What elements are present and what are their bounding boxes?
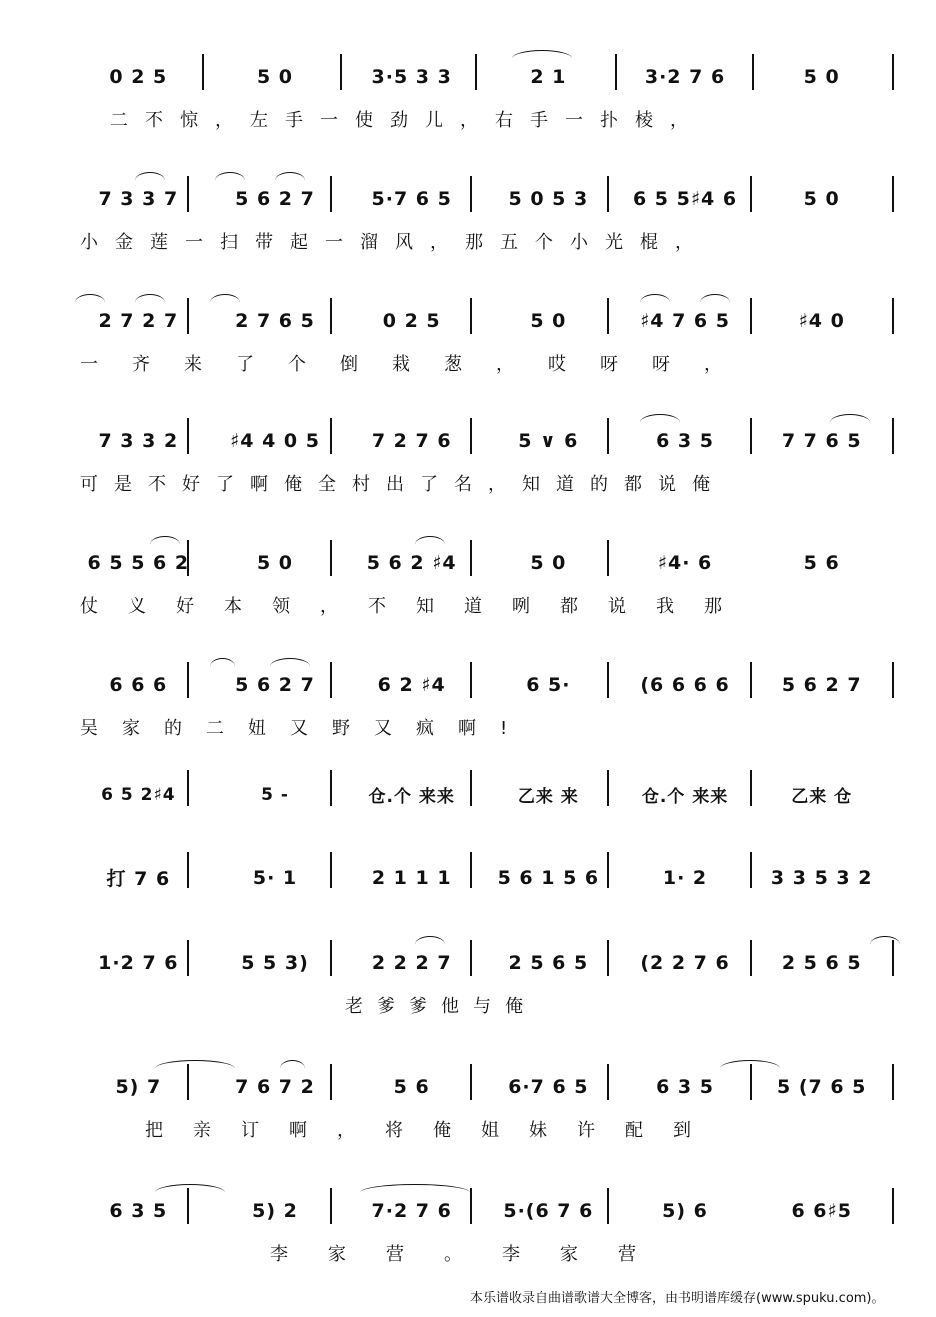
measure: 打 7 6 <box>106 868 171 890</box>
slur-mark <box>415 536 445 553</box>
measure: 5 0 5 3 <box>508 188 589 210</box>
barline <box>892 54 894 90</box>
measure: (2 2 7 6 <box>640 952 730 974</box>
measure: 5 6 <box>393 1076 430 1098</box>
measure: 0 2 5 <box>109 66 168 88</box>
lyrics-line: 李家营。李家营 <box>270 1244 676 1265</box>
notation-line <box>60 414 900 464</box>
slur-mark <box>512 50 572 67</box>
notation-line <box>60 848 900 898</box>
measure: 1·2 7 6 <box>98 952 179 974</box>
notation-line <box>60 1184 900 1234</box>
measure: 6 5 2♯4 <box>101 784 176 805</box>
measure: 仓.个 来来 <box>641 787 729 807</box>
measure: ♯4· 6 <box>657 552 713 574</box>
lyrics-line: 仗义好本领，不知道咧都说我那 <box>80 596 752 617</box>
lyrics-line: 把亲订啊，将俺姐妹许配到 <box>145 1120 721 1141</box>
note-row <box>70 66 890 88</box>
measure: 5 ∨ 6 <box>518 430 579 452</box>
slur-mark <box>280 1060 305 1077</box>
score-system <box>60 50 900 150</box>
measure: 6 6 6 <box>109 674 168 696</box>
measure: 5) 7 <box>115 1076 162 1098</box>
score-system <box>60 936 900 1036</box>
measure: 5·7 6 5 <box>371 188 452 210</box>
measure: 5 0 <box>256 552 294 574</box>
measure: 5 5 3) <box>241 952 309 974</box>
notation-line <box>60 294 900 344</box>
measure: 2 7 2 7 <box>98 310 179 332</box>
measure: 5 0 <box>803 66 840 88</box>
measure: 2 7 6 5 <box>235 310 315 332</box>
slur-mark <box>150 536 180 553</box>
measure: 6 5 5 6 2 <box>87 552 190 574</box>
notation-line <box>60 766 900 816</box>
score-system <box>60 658 900 758</box>
measure: 6 3 5 <box>656 430 714 452</box>
note-row <box>70 952 890 974</box>
measure: 5 0 <box>256 66 294 88</box>
barline <box>892 298 894 334</box>
slur-mark <box>415 936 445 953</box>
slur-mark <box>270 658 310 675</box>
slur-mark <box>700 294 730 311</box>
measure: 5·(6 7 6 <box>503 1200 594 1222</box>
measure: ♯4 4 0 5 <box>230 430 320 452</box>
measure: 乙来 仓 <box>791 787 853 807</box>
measure: 5 (7 6 5 <box>776 1076 867 1098</box>
measure: 7 6 7 2 <box>235 1076 315 1098</box>
slur-mark <box>275 172 305 189</box>
measure: 1· 2 <box>662 866 708 889</box>
notation-line <box>60 936 900 986</box>
notation-line <box>60 50 900 100</box>
note-row <box>70 1200 890 1222</box>
notation-line <box>60 172 900 222</box>
slur-mark <box>640 294 670 311</box>
measure: 6 3 5 <box>109 1200 168 1222</box>
notation-line <box>60 1060 900 1110</box>
source-footer: 本乐谱收录自曲谱歌谱大全博客，由书明谱库缓存(www.spuku.com)。 <box>470 1291 885 1306</box>
measure: 2 5 6 5 <box>781 952 862 974</box>
slur-mark <box>870 936 900 953</box>
score-system <box>60 536 900 636</box>
measure: 7 7 6 5 <box>781 430 862 452</box>
measure: 7 3 3 7 <box>98 188 179 210</box>
measure: 6 6♯5 <box>791 1200 852 1222</box>
note-row <box>70 552 890 574</box>
measure: 5 0 <box>530 552 567 574</box>
slur-mark <box>210 294 240 311</box>
slur-mark <box>155 1184 225 1201</box>
score-system <box>60 848 900 948</box>
measure: 5 6 <box>803 552 840 574</box>
note-row <box>70 674 890 696</box>
measure: 2 5 6 5 <box>508 952 589 974</box>
measure: 乙来 来 <box>517 787 579 807</box>
score-system <box>60 414 900 514</box>
measure: 6 5· <box>526 674 571 696</box>
barline <box>892 418 894 454</box>
measure: 仓.个 来来 <box>368 787 455 807</box>
slur-mark <box>210 658 235 675</box>
notation-line <box>60 658 900 708</box>
slur-mark <box>830 414 870 431</box>
measure: 6 5 5♯4 6 <box>632 188 738 210</box>
slur-mark <box>135 294 165 311</box>
measure: 6·7 6 5 <box>508 1076 589 1098</box>
barline <box>892 1064 894 1100</box>
measure: 6 2 ♯4 <box>377 674 446 696</box>
measure: 5) 2 <box>252 1200 298 1222</box>
measure: 7 3 3 2 <box>98 430 179 452</box>
slur-mark <box>135 172 165 189</box>
measure: 5 6 2 7 <box>235 674 315 696</box>
note-row <box>70 310 890 332</box>
score-system <box>60 1184 900 1284</box>
measure: 5 - <box>261 784 289 805</box>
note-row <box>70 430 890 452</box>
score-system <box>60 1060 900 1160</box>
score-system <box>60 172 900 272</box>
slur-mark <box>75 294 105 311</box>
measure: 2 1 <box>530 66 567 88</box>
notation-line <box>60 536 900 586</box>
barline <box>892 940 894 976</box>
measure: 3·2 7 6 <box>644 66 726 88</box>
note-row <box>70 188 890 210</box>
slur-mark <box>155 1060 235 1077</box>
measure: 3 3 5 3 2 <box>770 866 873 889</box>
barline <box>892 662 894 698</box>
measure: 5 0 <box>530 310 567 332</box>
lyrics-line: 吴家的二妞又野又疯啊! <box>80 718 532 739</box>
measure: 7·2 7 6 <box>371 1200 452 1222</box>
barline <box>892 1188 894 1224</box>
score-system <box>60 294 900 394</box>
measure: 5 0 <box>803 188 840 210</box>
measure: ♯4 7 6 5 <box>640 310 730 332</box>
measure: 5 6 1 5 6 <box>497 866 600 889</box>
note-row <box>70 864 890 891</box>
measure: 7 2 7 6 <box>371 430 452 452</box>
lyrics-line: 可是不好了啊俺全村出了名，知道的都说俺 <box>80 474 726 495</box>
measure: 2 2 2 7 <box>371 952 452 974</box>
measure: 5 6 2 ♯4 <box>366 552 457 574</box>
measure: 5 6 2 7 <box>235 188 315 210</box>
note-row <box>70 782 890 807</box>
measure: 5· 1 <box>252 866 298 889</box>
measure: ♯4 0 <box>798 310 845 332</box>
slur-mark <box>215 172 245 189</box>
barline <box>892 176 894 212</box>
measure: 2 1 1 1 <box>371 866 452 889</box>
measure: 6 3 5 <box>656 1076 714 1098</box>
measure: 5) 6 <box>662 1200 708 1222</box>
measure: 5 6 2 7 <box>781 674 862 696</box>
measure: 0 2 5 <box>382 310 441 332</box>
lyrics-line: 老爹爹他与俺 <box>345 996 537 1017</box>
measure: 3·5 3 3 <box>371 66 452 88</box>
lyrics-line: 小金莲一扫带起一溜风，那五个小光棍， <box>80 232 710 253</box>
measure: (6 6 6 6 <box>640 674 730 696</box>
note-row <box>70 1076 890 1098</box>
slur-mark <box>640 414 680 431</box>
slur-mark <box>360 1184 470 1201</box>
lyrics-line: 二不惊，左手一使劲儿，右手一扑棱， <box>110 110 705 131</box>
lyrics-line: 一齐来了个倒栽葱，哎呀呀， <box>80 354 756 375</box>
